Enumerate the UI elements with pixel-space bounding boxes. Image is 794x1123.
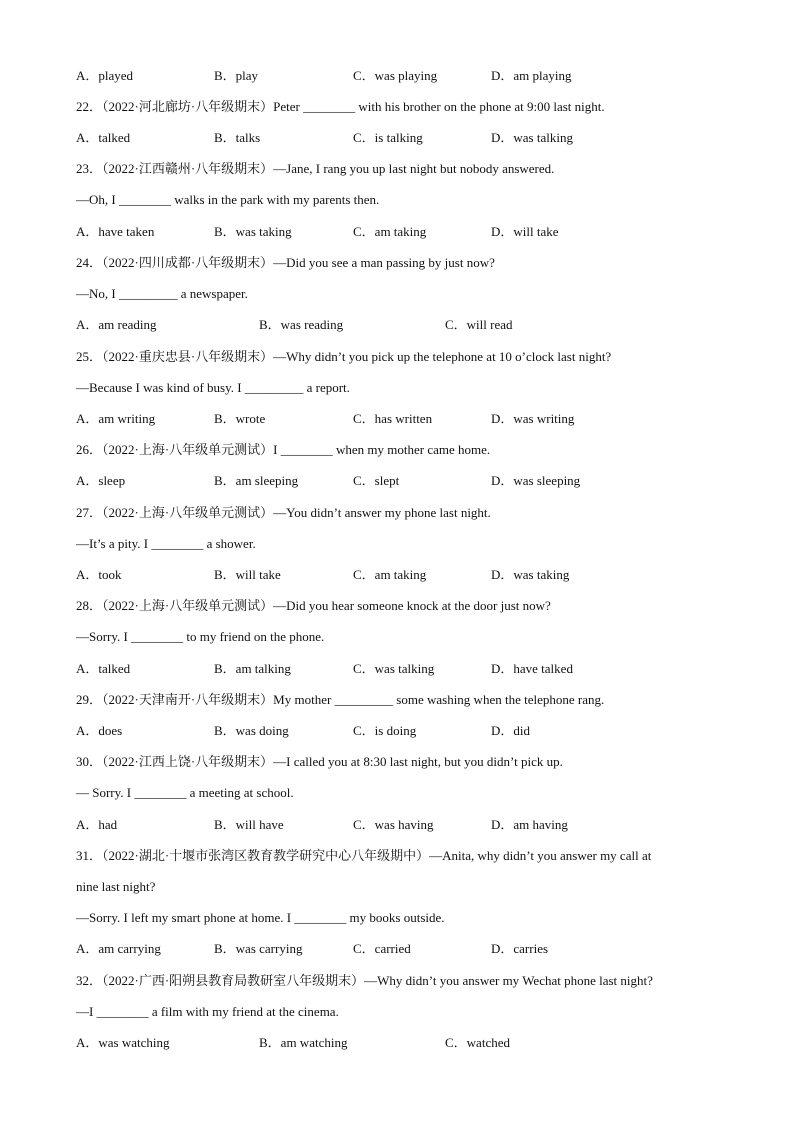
option-d: D．was taking xyxy=(491,567,570,582)
question-31-stem-cont: nine last night? xyxy=(76,879,156,894)
option-b: B．will have xyxy=(214,817,284,832)
options-row xyxy=(76,473,716,489)
option-d: D．was writing xyxy=(491,411,575,426)
options-row xyxy=(76,1035,716,1051)
option-b: B．talks xyxy=(214,130,261,145)
question-28-stem: 28．（2022·上海·八年级单元测试）—Did you hear someone knock at the door just now? xyxy=(76,598,551,613)
option-c: C．was playing xyxy=(353,68,438,83)
option-c: C．is doing xyxy=(353,723,417,738)
options-row xyxy=(76,661,716,677)
question-28-reply: —Sorry. I ________ to my friend on the phone. xyxy=(76,629,325,644)
question-31-stem: 31．（2022·湖北·十堰市张湾区教育教学研究中心八年级期中）—Anita, why didn’t you answer my call at xyxy=(76,848,652,863)
option-d: D．was sleeping xyxy=(491,473,581,488)
options-row xyxy=(76,68,716,84)
option-d: D．am having xyxy=(491,817,568,832)
option-a: A．am carrying xyxy=(76,941,161,956)
question-25-reply: —Because I was kind of busy. I _________ a report. xyxy=(76,380,350,395)
option-a: A．was watching xyxy=(76,1035,170,1050)
question-32-reply: —I ________ a film with my friend at the cinema. xyxy=(76,1004,339,1019)
option-b: B．am talking xyxy=(214,661,291,676)
option-d: D．did xyxy=(491,723,531,738)
option-a: A．have taken xyxy=(76,224,155,239)
options-row xyxy=(76,411,716,427)
option-c: C．has written xyxy=(353,411,433,426)
option-b: B．wrote xyxy=(214,411,266,426)
question-22-stem: 22．（2022·河北廊坊·八年级期末）Peter ________ with his brother on the phone at 9:00 last night. xyxy=(76,99,605,114)
option-a: A．am reading xyxy=(76,317,157,332)
options-row xyxy=(76,130,716,146)
option-b: B．was doing xyxy=(214,723,289,738)
option-a: A．played xyxy=(76,68,134,83)
option-a: A．does xyxy=(76,723,123,738)
option-b: B．am sleeping xyxy=(214,473,299,488)
options-row xyxy=(76,817,716,833)
options-row xyxy=(76,567,716,583)
option-a: A．had xyxy=(76,817,118,832)
option-c: C．was talking xyxy=(353,661,435,676)
question-23-stem: 23．（2022·江西赣州·八年级期末）—Jane, I rang you up last night but nobody answered. xyxy=(76,161,555,176)
question-27-stem: 27．（2022·上海·八年级单元测试）—You didn’t answer my phone last night. xyxy=(76,505,491,520)
option-c: C．slept xyxy=(353,473,400,488)
question-29-stem: 29．（2022·天津南开·八年级期末）My mother _________ some washing when the telephone rang. xyxy=(76,692,605,707)
option-b: B．play xyxy=(214,68,259,83)
option-c: C．was having xyxy=(353,817,434,832)
option-a: A．talked xyxy=(76,661,131,676)
option-b: B．am watching xyxy=(259,1035,348,1050)
question-31-reply: —Sorry. I left my smart phone at home. I ________ my books outside. xyxy=(76,910,445,925)
question-26-stem: 26．（2022·上海·八年级单元测试）I ________ when my mother came home. xyxy=(76,442,491,457)
question-30-reply: — Sorry. I ________ a meeting at school. xyxy=(76,785,294,800)
question-30-stem: 30．（2022·江西上饶·八年级期末）—I called you at 8:30 last night, but you didn’t pick up. xyxy=(76,754,563,769)
options-row xyxy=(76,224,716,240)
option-c: C．will read xyxy=(445,317,513,332)
option-d: D．will take xyxy=(491,224,559,239)
option-d: D．was talking xyxy=(491,130,573,145)
option-c: C．carried xyxy=(353,941,411,956)
option-c: C．is talking xyxy=(353,130,423,145)
option-d: D．am playing xyxy=(491,68,572,83)
option-c: C．am taking xyxy=(353,567,427,582)
question-27-reply: —It’s a pity. I ________ a shower. xyxy=(76,536,256,551)
question-24-reply: —No, I _________ a newspaper. xyxy=(76,286,248,301)
option-a: A．am writing xyxy=(76,411,156,426)
option-d: D．carries xyxy=(491,941,549,956)
options-row xyxy=(76,941,716,957)
option-c: C．am taking xyxy=(353,224,427,239)
option-a: A．took xyxy=(76,567,122,582)
option-b: B．will take xyxy=(214,567,281,582)
option-a: A．sleep xyxy=(76,473,126,488)
option-b: B．was carrying xyxy=(214,941,303,956)
options-row xyxy=(76,317,716,333)
option-c: C．watched xyxy=(445,1035,510,1050)
options-row xyxy=(76,723,716,739)
option-b: B．was taking xyxy=(214,224,292,239)
question-23-reply: —Oh, I ________ walks in the park with my parents then. xyxy=(76,192,380,207)
question-24-stem: 24．（2022·四川成都·八年级期末）—Did you see a man passing by just now? xyxy=(76,255,495,270)
question-25-stem: 25．（2022·重庆忠县·八年级期末）—Why didn’t you pick up the telephone at 10 o’clock last night? xyxy=(76,349,612,364)
option-b: B．was reading xyxy=(259,317,344,332)
question-32-stem: 32．（2022·广西·阳朔县教育局教研室八年级期末）—Why didn’t you answer my Wechat phone last night? xyxy=(76,973,653,988)
option-a: A．talked xyxy=(76,130,131,145)
option-d: D．have talked xyxy=(491,661,573,676)
